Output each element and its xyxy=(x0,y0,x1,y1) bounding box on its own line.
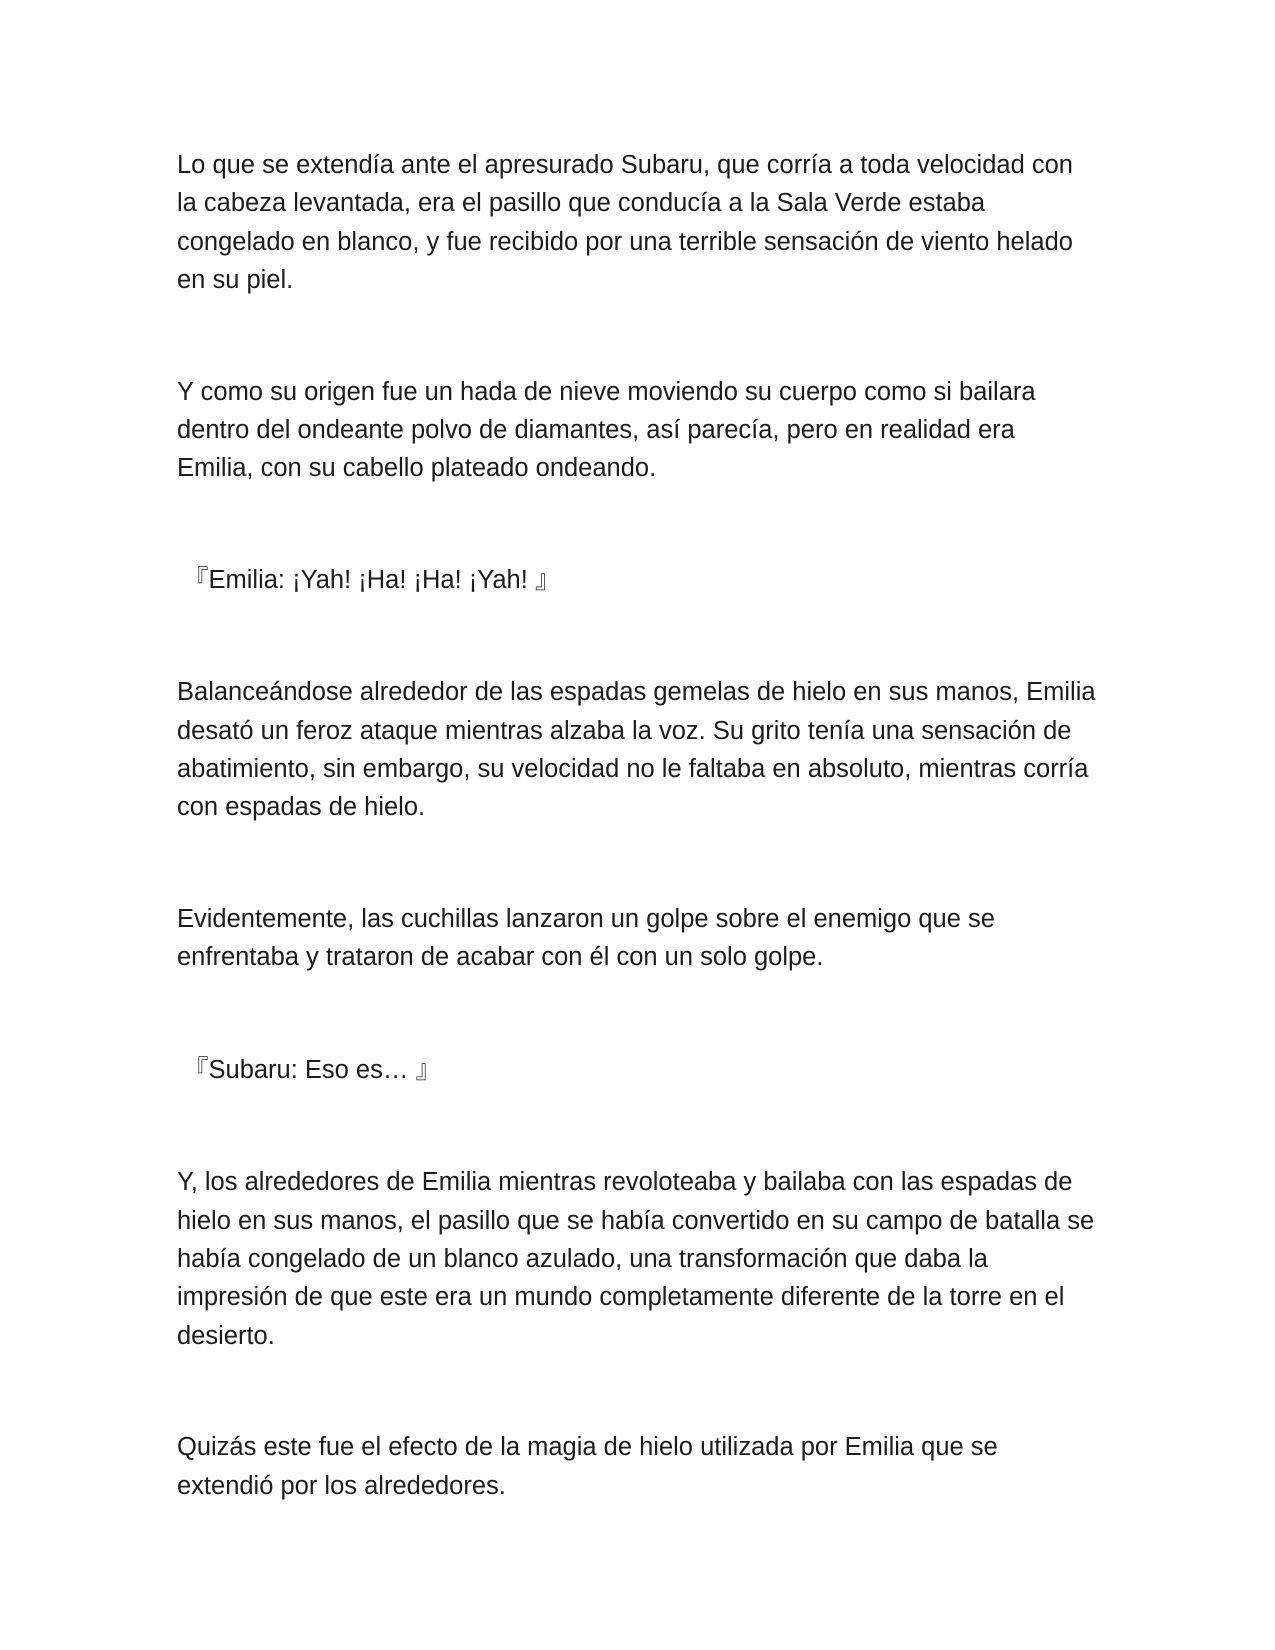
paragraph-spacer xyxy=(177,300,1097,373)
paragraph-6: Quizás este fue el efecto de la magia de hielo utilizada por Emilia que se extendió por los alrededores. xyxy=(177,1433,998,1500)
paragraph-spacer xyxy=(177,488,1097,561)
paragraph-2: Y como su origen fue un hada de nieve moviendo su cuerpo como si bailara dentro del ondeante polvo de diamantes, así parecía, pero en realidad era Emilia, con su cabello plateado ondeando. xyxy=(177,377,1036,483)
paragraph-3: Balanceándose alrededor de las espadas gemelas de hielo en sus manos, Emilia desató un feroz ataque mientras alzaba la voz. Su grito tenía una sensación de abatimiento, sin embargo, su velocidad no le faltaba en absoluto, mientras corría con espadas de hielo. xyxy=(177,678,1096,822)
dialogue-line-emilia: 『Emilia: ¡Yah! ¡Ha! ¡Ha! ¡Yah! 』 xyxy=(183,565,561,594)
paragraph-spacer xyxy=(177,1355,1097,1428)
paragraph-4: Evidentemente, las cuchillas lanzaron un golpe sobre el enemigo que se enfrentaba y trataron de acabar con él con un solo golpe. xyxy=(177,904,995,972)
paragraph-spacer xyxy=(177,599,1097,673)
paragraph-spacer xyxy=(177,827,1097,900)
document-body xyxy=(177,146,1097,1505)
paragraph-1: Lo que se extendía ante el apresurado Subaru, que corría a toda velocidad con la cabeza levantada, era el pasillo que conducía a la Sala Verde estaba congelado en blanco, y fue recibido por una terrible sensación de viento helado en su piel. xyxy=(177,151,1073,295)
paragraph-5: Y, los alrededores de Emilia mientras revoloteaba y bailaba con las espadas de hielo en sus manos, el pasillo que se había convertido en su campo de batalla se había congelado de un blanco azulado, una transformación que daba la impresión de que este era un mundo completamente diferente de la torre en el desierto. xyxy=(177,1168,1095,1350)
paragraph-spacer xyxy=(177,977,1097,1051)
paragraph-spacer xyxy=(177,1089,1097,1163)
dialogue-line-subaru: 『Subaru: Eso es… 』 xyxy=(183,1055,441,1084)
